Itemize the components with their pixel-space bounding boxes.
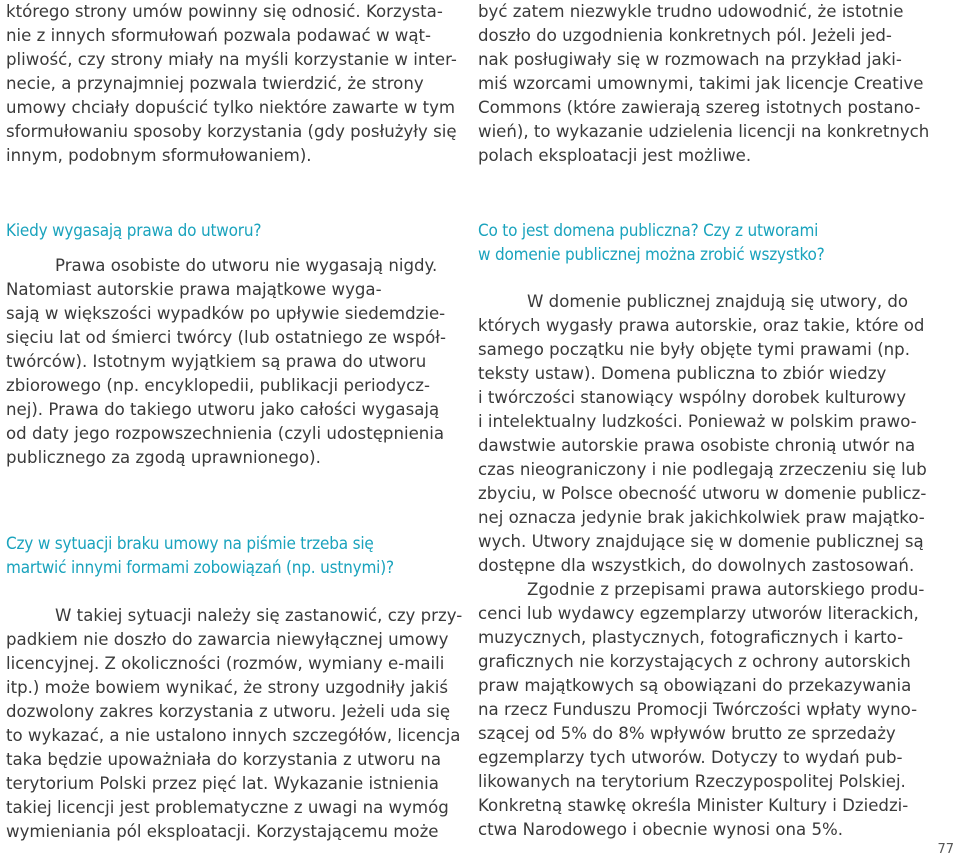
paragraph-line: doszło do uzgodnienia konkretnych pól. Jeżeli jed- (478, 26, 892, 45)
paragraph-line: którego strony umów powinny się odnosić. Korzysta- (6, 2, 443, 21)
section-heading: martwić innymi formami zobowiązań (np. ustnymi)? (6, 558, 394, 578)
paragraph-line: zbiorowego (np. encyklopedii, publikacji periodycz- (6, 376, 430, 395)
paragraph-line: pliwość, czy strony miały na myśli korzystanie w inter- (6, 50, 457, 69)
paragraph-line: sięciu lat od śmierci twórcy (lub ostatniego ze współ- (6, 328, 446, 347)
paragraph-line: ctwa Narodowego i obecnie wynosi ona 5%. (478, 820, 844, 839)
paragraph-line: twórców). Istotnym wyjątkiem są prawa do utworu (6, 352, 427, 371)
paragraph-line: necie, a przynajmniej pozwala twierdzić, że strony (6, 74, 424, 93)
paragraph-line: licencyjnej. Z okoliczności (rozmów, wymiany e-maili (6, 654, 445, 673)
paragraph-line: taka będzie upoważniała do korzystania z utworu na (6, 750, 442, 769)
paragraph-line: na rzecz Funduszu Promocji Twórczości wpłaty wyno- (478, 700, 918, 719)
paragraph-line: nej). Prawa do takiego utworu jako całości wygasają (6, 400, 440, 419)
paragraph-line: innym, podobnym sformułowaniem). (6, 146, 312, 165)
paragraph-line: polach eksploatacji jest możliwe. (478, 146, 752, 165)
paragraph-line: Zgodnie z przepisami prawa autorskiego produ- (527, 580, 925, 599)
paragraph-line: być zatem niezwykle trudno udowodnić, że istotnie (478, 2, 904, 21)
paragraph-line: nie z innych sformułowań pozwala podawać w wąt- (6, 26, 432, 45)
paragraph-line: likowanych na terytorium Rzeczypospolitej Polskiej. (478, 772, 906, 791)
paragraph-line: szącej od 5% do 8% wpływów brutto ze sprzedaży (478, 724, 896, 743)
paragraph-line: sformułowaniu sposoby korzystania (gdy posłużyły się (6, 122, 457, 141)
paragraph-line: czas nieograniczony i nie podlegają zrzeczeniu się lub (478, 460, 927, 479)
paragraph-line: Natomiast autorskie prawa majątkowe wyga- (6, 280, 382, 299)
paragraph-line: których wygasły prawa autorskie, oraz takie, które od (478, 316, 925, 335)
paragraph-line: praw majątkowych są obowiązani do przekazywania (478, 676, 912, 695)
paragraph-line: W domenie publicznej znajdują się utwory, do (527, 292, 909, 311)
paragraph-line: sają w większości wypadków po upływie siedemdzie- (6, 304, 446, 323)
paragraph-line: to wykazać, a nie ustalono innych szczegółów, licencja (6, 726, 461, 745)
paragraph-line: Commons (które zawierają szereg istotnych postano- (478, 98, 921, 117)
paragraph-line: egzemplarzy tych utworów. Dotyczy to wydań pub- (478, 748, 903, 767)
paragraph-line: i intelektualny ludzkości. Ponieważ w polskim prawo- (478, 412, 917, 431)
paragraph-line: itp.) może bowiem wynikać, że strony uzgodniły jakiś (6, 678, 448, 697)
paragraph-line: samego początku nie były objęte tymi prawami (np. (478, 340, 910, 359)
paragraph-line: Konkretną stawkę określa Minister Kultury i Dziedzi- (478, 796, 909, 815)
paragraph-line: wych. Utwory znajdujące się w domenie publicznej są (478, 532, 924, 551)
paragraph-line: wień), to wykazanie udzielenia licencji na konkretnych (478, 122, 930, 141)
paragraph-line: dostępne dla wszystkich, do dowolnych zastosowań. (478, 556, 915, 575)
paragraph-line: cenci lub wydawcy egzemplarzy utworów literackich, (478, 604, 919, 623)
paragraph-line: muzycznych, plastycznych, fotograficznych i karto- (478, 628, 904, 647)
paragraph-line: nak posługiwały się w rozmowach na przykład jaki- (478, 50, 902, 69)
section-heading: Czy w sytuacji braku umowy na piśmie trzeba się (6, 534, 374, 554)
paragraph-line: takiej licencji jest problematyczne z uwagi na wymóg (6, 798, 449, 817)
paragraph-line: Prawa osobiste do utworu nie wygasają nigdy. (55, 256, 438, 275)
paragraph-line: teksty ustaw). Domena publiczna to zbiór wiedzy (478, 364, 887, 383)
paragraph-line: od daty jego rozpowszechnienia (czyli udostępnienia (6, 424, 445, 443)
paragraph-line: padkiem nie doszło do zawarcia niewyłącznej umowy (6, 630, 449, 649)
paragraph-line: terytorium Polski przez pięć lat. Wykazanie istnienia (6, 774, 439, 793)
page-number: 77 (937, 842, 954, 857)
paragraph-line: dawstwie autorskie prawa osobiste chronią utwór na (478, 436, 916, 455)
paragraph-line: miś wzorcami umownymi, takimi jak licencje Creative (478, 74, 924, 93)
paragraph-line: graficznych nie korzystających z ochrony autorskich (478, 652, 911, 671)
paragraph-line: dozwolony zakres korzystania z utworu. Jeżeli uda się (6, 702, 451, 721)
section-heading: Kiedy wygasają prawa do utworu? (6, 221, 262, 241)
section-heading: w domenie publicznej można zrobić wszystko? (478, 245, 825, 265)
paragraph-line: zbyciu, w Polsce obecność utworu w domenie publicz- (478, 484, 927, 503)
left-column (6, 0, 463, 863)
paragraph-line: i twórczości stanowiący wspólny dorobek kulturowy (478, 388, 907, 407)
paragraph-line: umowy chciały dopuścić tylko niektóre zawarte w tym (6, 98, 456, 117)
section-heading: Co to jest domena publiczna? Czy z utworami (478, 221, 819, 241)
paragraph-line: publicznego za zgodą uprawnionego). (6, 448, 321, 467)
paragraph-line: nej oznacza jedynie brak jakichkolwiek praw majątko- (478, 508, 925, 527)
right-column (478, 0, 930, 863)
paragraph-line: W takiej sytuacji należy się zastanowić, czy przy- (55, 606, 463, 625)
paragraph-line: wymieniania pól eksploatacji. Korzystającemu może (6, 822, 439, 841)
